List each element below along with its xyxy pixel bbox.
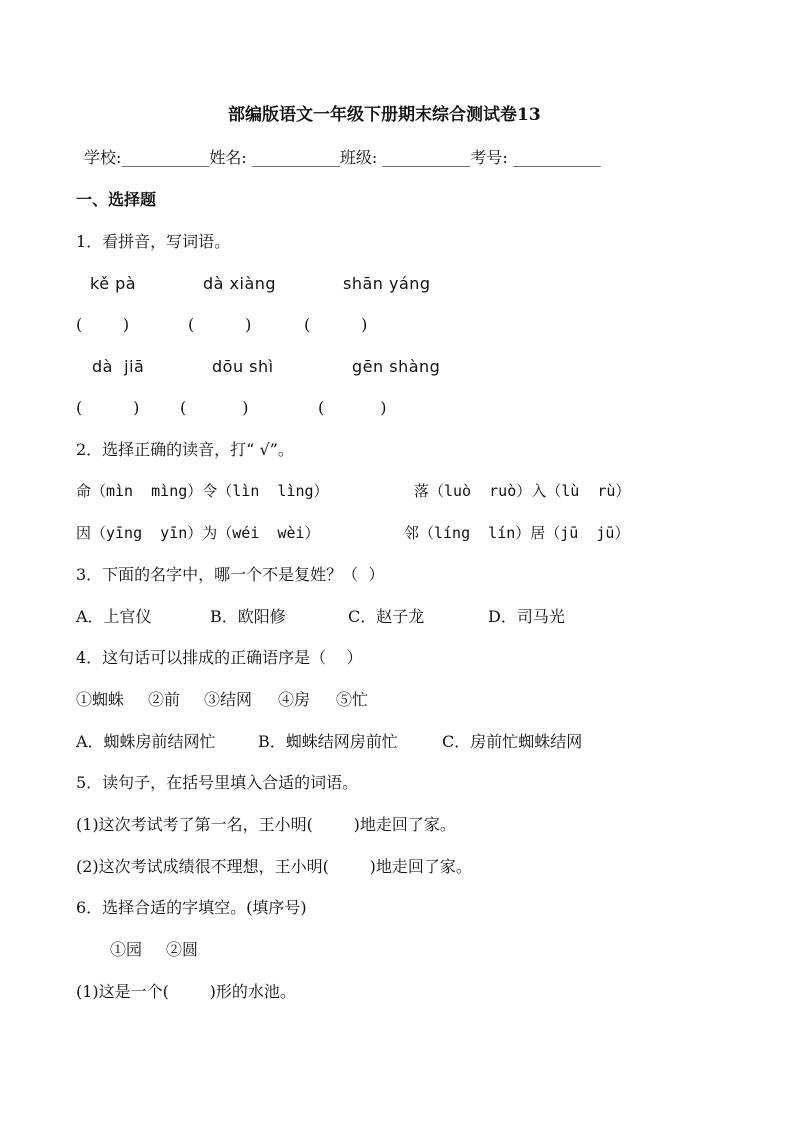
question-1-stem: 1．看拼音，写词语。 bbox=[76, 232, 231, 251]
answer-blank: ( ) bbox=[76, 398, 140, 417]
page-title: 部编版语文一年级下册期末综合测试卷13 bbox=[228, 105, 541, 125]
question-3-stem: 3．下面的名字中，哪一个不是复姓？（ ） bbox=[76, 565, 385, 584]
word-item: ③结网 bbox=[204, 690, 253, 709]
answer-blank: ( ) bbox=[304, 315, 368, 334]
answer-blank: ( ) bbox=[188, 315, 252, 334]
char-choice: ①园 bbox=[110, 940, 143, 959]
question-2-stem: 2．选择正确的读音，打“ √”。 bbox=[76, 440, 294, 459]
pinyin-item: dōu shì bbox=[212, 357, 274, 376]
pinyin-item: dà xiàng bbox=[203, 274, 277, 293]
option-a: A．上官仪 bbox=[76, 607, 152, 626]
word-item: ⑤忙 bbox=[336, 690, 369, 709]
reading-choice: 落（luò ruò）入（lù rù） bbox=[414, 482, 631, 500]
option-c: C．房前忙蜘蛛结网 bbox=[442, 732, 583, 751]
option-b: B．欧阳修 bbox=[210, 607, 286, 626]
word-item: ①蜘蛛 bbox=[76, 690, 125, 709]
question-5-stem: 5．读句子，在括号里填入合适的词语。 bbox=[76, 773, 359, 792]
answer-blank: ( ) bbox=[180, 398, 249, 417]
reading-choice: 命（mìn mìng）令（lìn lìng） bbox=[76, 482, 329, 500]
sub-question: (1)这次考试考了第一名，王小明( )地走回了家。 bbox=[76, 815, 456, 834]
question-4-stem: 4．这句话可以排成的正确语序是（ ） bbox=[76, 648, 363, 667]
word-item: ②前 bbox=[148, 690, 181, 709]
option-c: C．赵子龙 bbox=[348, 607, 425, 626]
answer-blank: ( ) bbox=[318, 398, 387, 417]
sub-question: (2)这次考试成绩很不理想，王小明( )地走回了家。 bbox=[76, 857, 472, 876]
option-a: A．蜘蛛房前结网忙 bbox=[76, 732, 216, 751]
reading-choice: 因（yīng yīn）为（wéi wèi） bbox=[76, 524, 320, 542]
question-6-stem: 6．选择合适的字填空。(填序号) bbox=[76, 898, 307, 917]
reading-choice: 邻（líng lín）居（jū jū） bbox=[404, 524, 630, 542]
sub-question: (1)这是一个( )形的水池。 bbox=[76, 982, 296, 1001]
pinyin-item: gēn shàng bbox=[352, 357, 441, 376]
option-d: D．司马光 bbox=[488, 607, 565, 626]
answer-blank: ( ) bbox=[76, 315, 130, 334]
char-choice: ②圆 bbox=[166, 940, 199, 959]
student-info-line: 学校:___________姓名: ___________班级: ___________考号: ___________ bbox=[84, 148, 601, 167]
word-item: ④房 bbox=[278, 690, 311, 709]
pinyin-item: dà jiā bbox=[92, 357, 145, 376]
pinyin-item: shān yáng bbox=[343, 274, 431, 293]
pinyin-item: kě pà bbox=[90, 274, 137, 293]
option-b: B．蜘蛛结网房前忙 bbox=[258, 732, 398, 751]
section-heading: 一、选择题 bbox=[76, 190, 157, 209]
